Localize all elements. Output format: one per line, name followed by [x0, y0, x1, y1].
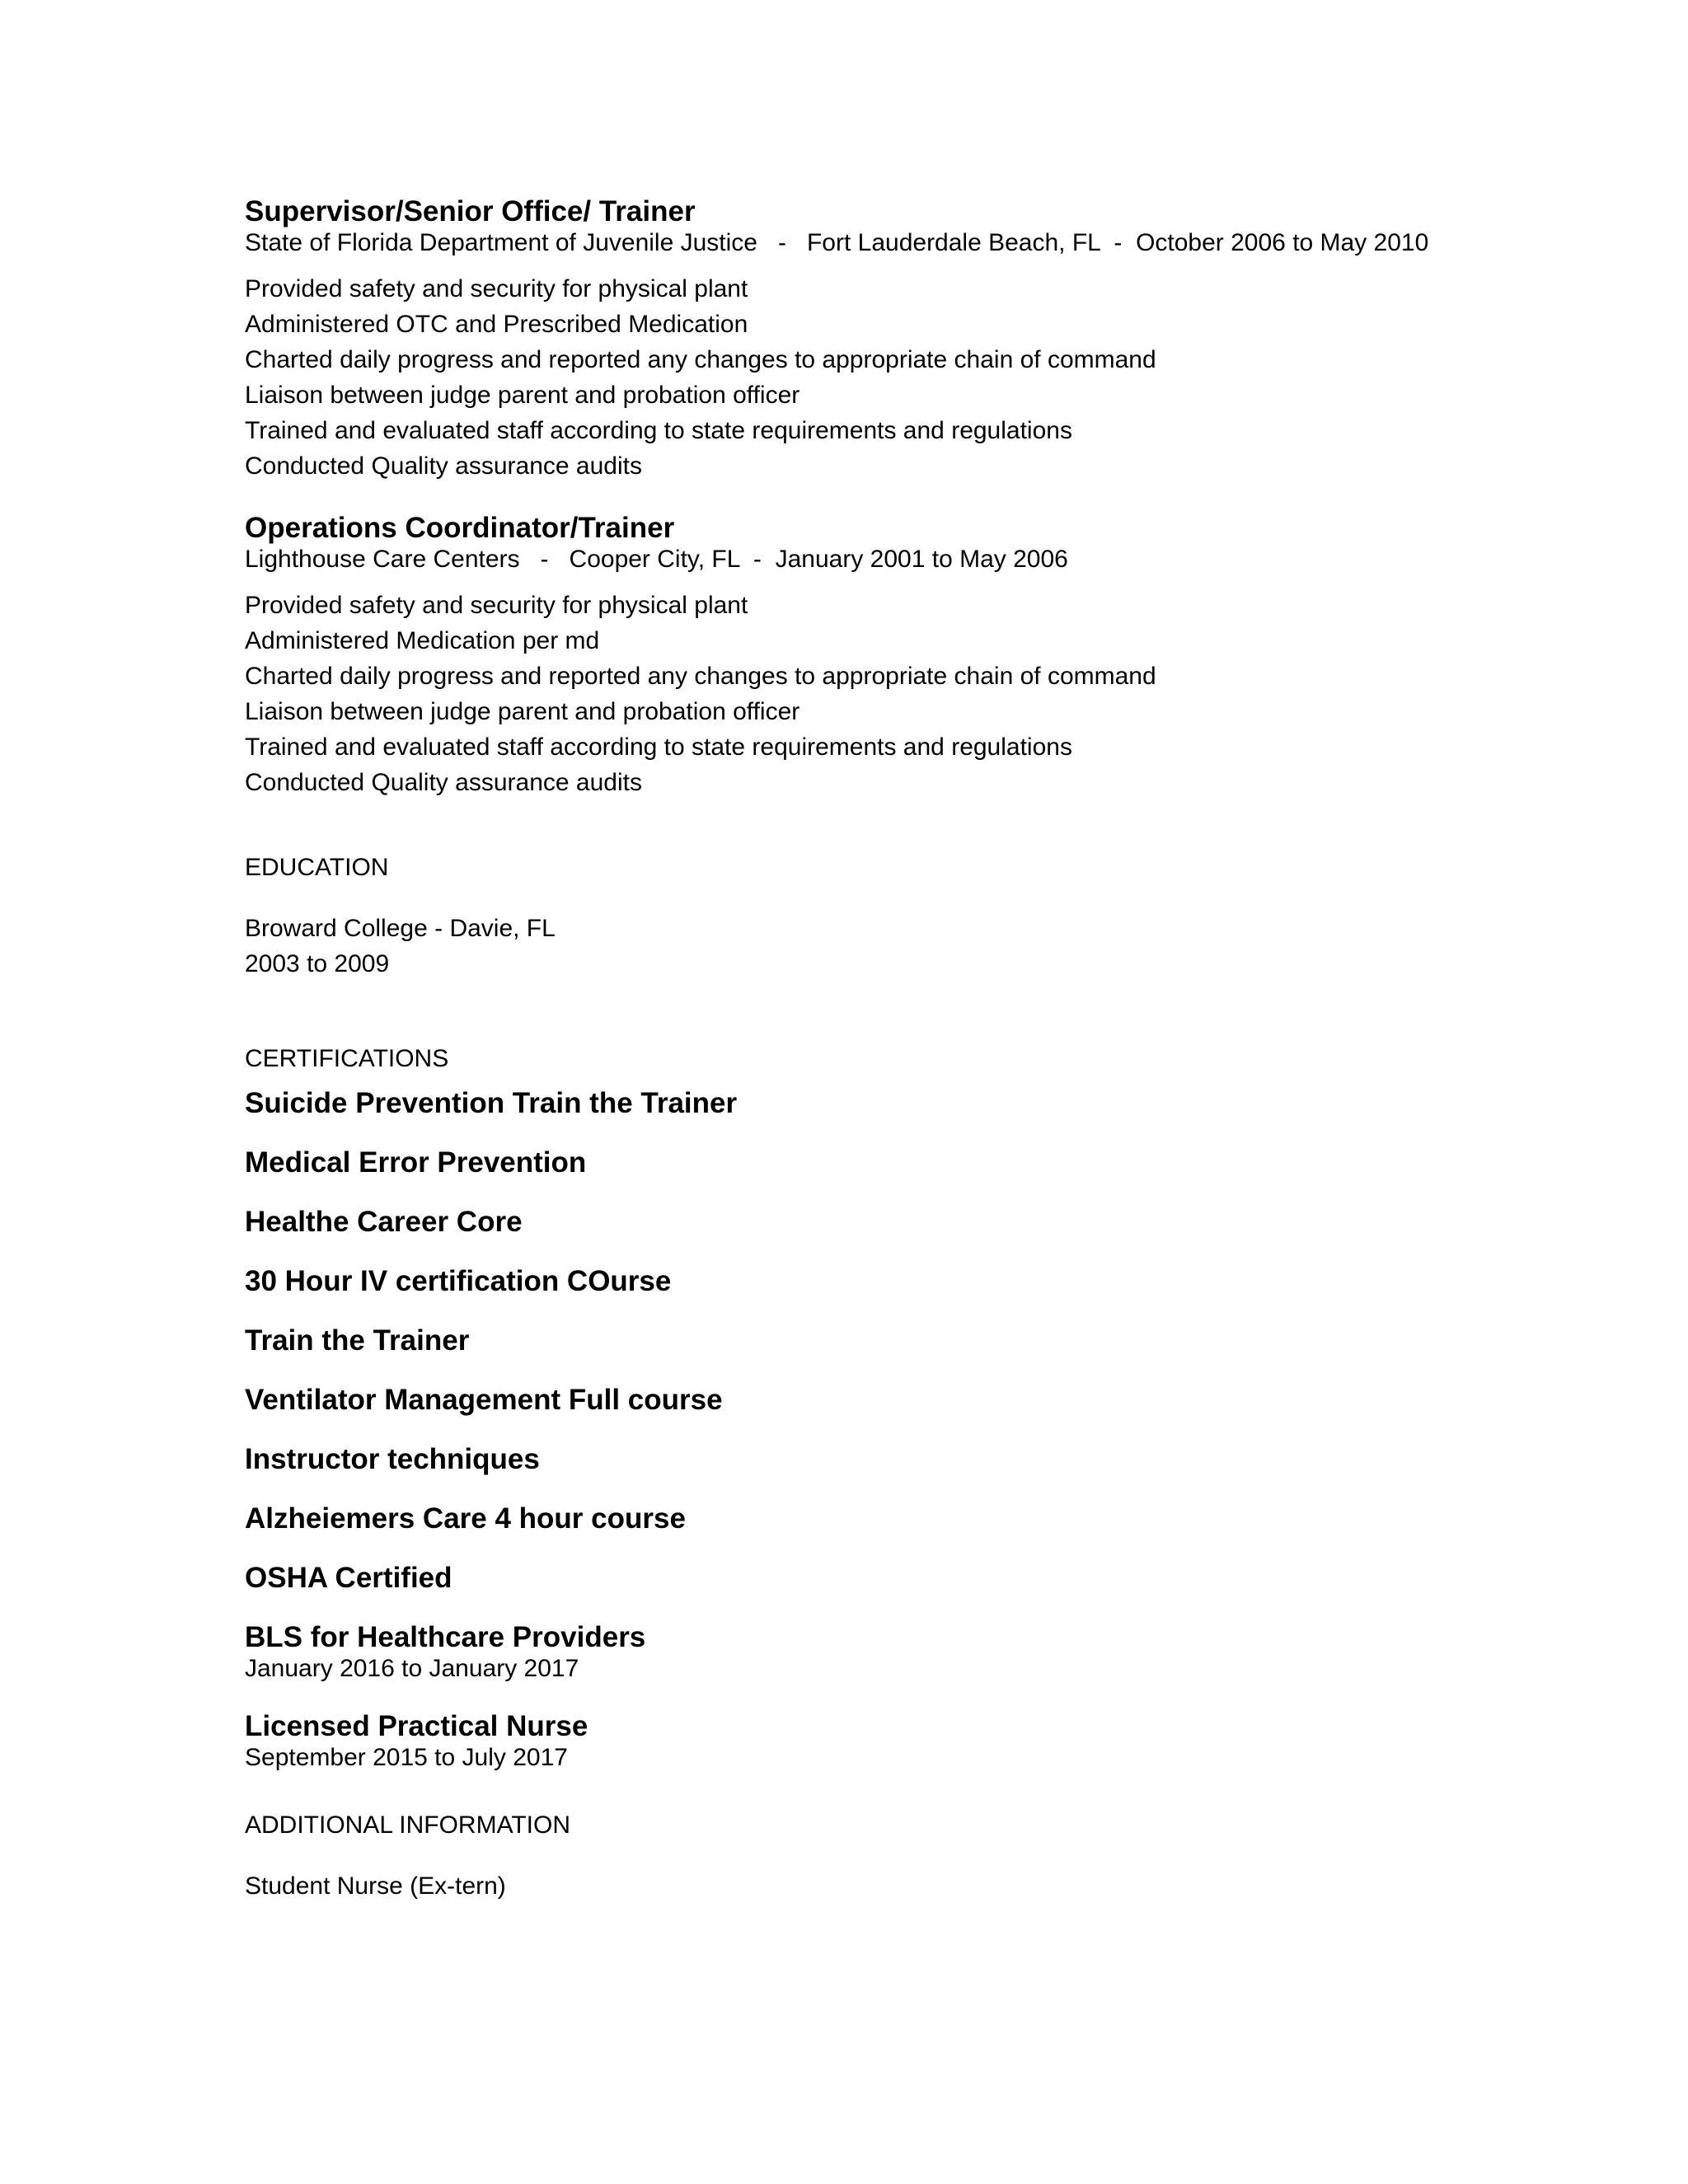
certification-item — [245, 1502, 1564, 1535]
certification-name: BLS for Healthcare Providers — [245, 1621, 646, 1653]
certification-name: OSHA Certified — [245, 1562, 452, 1594]
certification-item — [245, 1562, 1564, 1595]
job-duty: Trained and evaluated staff according to state requirements and regulations — [245, 417, 1072, 444]
job-entry — [245, 195, 1564, 484]
certification-item — [245, 1621, 1564, 1684]
certifications-list — [245, 1087, 1564, 1773]
education-school: Broward College - Davie, FL — [245, 915, 556, 942]
section-heading-additional-information: ADDITIONAL INFORMATION — [245, 1811, 571, 1839]
certification-item — [245, 1710, 1564, 1773]
job-duty: Administered OTC and Prescribed Medication — [245, 311, 748, 338]
certification-name: Train the Trainer — [245, 1324, 470, 1357]
certification-item — [245, 1087, 1564, 1120]
job-duty: Conducted Quality assurance audits — [245, 452, 642, 480]
certification-name: Suicide Prevention Train the Trainer — [245, 1087, 738, 1119]
job-employer-location-dates: State of Florida Department of Juvenile Justice - Fort Lauderdale Beach, FL - October 2006 to May 2010 — [245, 229, 1429, 256]
job-title: Operations Coordinator/Trainer — [245, 512, 675, 544]
experience-section — [245, 195, 1564, 800]
certification-name: Ventilator Management Full course — [245, 1384, 723, 1416]
certifications-section — [245, 1044, 1564, 1773]
additional-info-text: Student Nurse (Ex-tern) — [245, 1872, 506, 1900]
education-years: 2003 to 2009 — [245, 950, 390, 977]
job-duty: Trained and evaluated staff according to state requirements and regulations — [245, 733, 1072, 761]
job-duty: Conducted Quality assurance audits — [245, 769, 642, 796]
certification-name: Alzheiemers Care 4 hour course — [245, 1502, 686, 1535]
additional-info-section — [245, 1811, 1564, 1904]
certification-name: Instructor techniques — [245, 1443, 540, 1475]
certification-item — [245, 1443, 1564, 1476]
certification-date: January 2016 to January 2017 — [245, 1655, 579, 1682]
resume-page — [245, 195, 1564, 1904]
certification-item — [245, 1265, 1564, 1298]
job-entry — [245, 512, 1564, 800]
certification-item — [245, 1324, 1564, 1357]
certification-item — [245, 1206, 1564, 1239]
section-heading-certifications: CERTIFICATIONS — [245, 1045, 449, 1072]
certification-name: 30 Hour IV certification COurse — [245, 1265, 672, 1297]
education-section — [245, 853, 1564, 982]
job-duty: Charted daily progress and reported any changes to appropriate chain of command — [245, 346, 1156, 373]
job-duty: Liaison between judge parent and probation officer — [245, 698, 800, 725]
job-duties-list — [245, 271, 1564, 484]
section-heading-education: EDUCATION — [245, 854, 389, 881]
job-duty: Provided safety and security for physical plant — [245, 592, 748, 619]
job-duty: Administered Medication per md — [245, 627, 600, 654]
job-duty: Liaison between judge parent and probation officer — [245, 382, 800, 409]
certification-name: Medical Error Prevention — [245, 1146, 587, 1179]
certification-date: September 2015 to July 2017 — [245, 1744, 568, 1771]
job-employer-location-dates: Lighthouse Care Centers - Cooper City, FL - January 2001 to May 2006 — [245, 546, 1068, 573]
job-duties-list — [245, 588, 1564, 800]
job-duty: Provided safety and security for physical plant — [245, 275, 748, 302]
education-entry — [245, 911, 1564, 982]
certification-item — [245, 1146, 1564, 1179]
job-title: Supervisor/Senior Office/ Trainer — [245, 195, 696, 227]
certification-name: Healthe Career Core — [245, 1206, 523, 1238]
certification-item — [245, 1384, 1564, 1417]
job-duty: Charted daily progress and reported any changes to appropriate chain of command — [245, 663, 1156, 690]
certification-name: Licensed Practical Nurse — [245, 1710, 588, 1742]
